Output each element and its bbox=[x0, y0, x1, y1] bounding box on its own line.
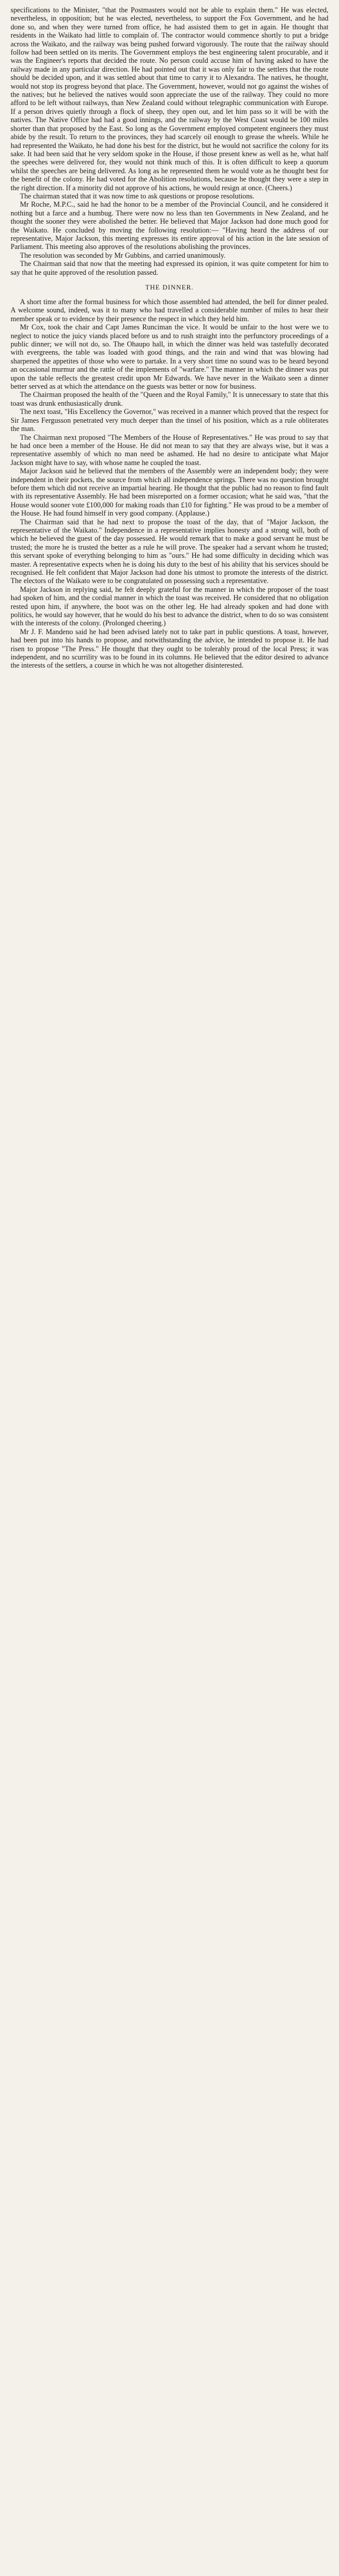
paragraph-jackson-reply: Major Jackson in replying said, he felt deeply grateful for the manner in which the proposer of the toast had spoken of him, and the cordial manner in which the toast was received. He considered that no obligation rested upon him, if anywhere, the boot was on the other leg. He had already spoken and had done with politics, he would say however, that he would do his best to advance the district, when to do so was consistent with the interests of the colony. (Prolonged cheering.) bbox=[11, 585, 328, 628]
paragraph-dinner-bell: A short time after the formal business for which those assembled had attended, the bell for dinner pealed. A welcome sound, indeed, was it to many who had travelled a considerable number of miles to hear their member speak or to evidence by their presence the respect in which they held him. bbox=[11, 298, 328, 323]
paragraph-speech: specifications to the Minister, "that the Postmasters would not be able to explain them." He was elected, nevertheless, in opposition; but he was elected, nevertheless, to support the Fox Government, and he had done so, and when they were turned from office, he had assisted them to get in again. He thought that residents in the Waikato had little to complain of. The contractor would commence shortly to put a bridge across the Waikato, and the railway was being pushed forward vigorously. The route that the railway should follow had been settled on its merits. The Government employs the best engineering talent procurable, and it was the Engineer's reports that decided the route. No person could accuse him of having asked to have the railway made in any particular direction. He had pointed out that it was only fair to the settlers that the route should be decided upon, and it was settled about that time to carry it to Alexandra. The natives, he thought, would not stop its progress beyond that place. The Government, however, would not go against the wishes of the natives; but he believed the natives would soon appreciate the use of the railway. They could no more afford to be left without railways, than New Zealand could without telegraphic communication with Europe. If a person drives quietly through a flock of sheep, they open out, and let him pass so it will be with the natives. The Native Office had had a good innings, and the railway by the West Coast would be 100 miles shorter than that proposed by the East. So long as the Government employed competent engineers they must abide by the result. To return to the provinces, they had scarcely oil enough to grease the wheels. While he had represented the Waikato, he had done his best for the district, but he would not sacrifice the colony for its sake. It had been said that he very seldom spoke in the House, if those present knew as well as he, what half the speeches were delivered for, they would not think much of this. It is often difficult to keep a quorum whilst the speeches are being delivered. As long as he represented them he would vote as he thought best for the benefit of the colony. He had voted for the Abolition resolutions, because he thought they were a step in the right direction. If a minority did not approve of his actions, he would resign at once. (Cheers.) bbox=[11, 6, 328, 192]
paragraph-dinner-description: Mr Cox, took the chair and Capt James Runciman the vice. It would be unfair to the host were we to neglect to notice the juicy viands placed before us and to rush straight into the perfunctory proceedings of a public dinner; we will not do, so. The Ohaupo hall, in which the dinner was held was tastefully decorated with evergreens, the table was loaded with good things, and the rain and wind that was blowing had sharpened the appetites of those who were to partake. In a very short time no sound was to be heard beyond an occasional murmur and the rattle of the implements of "warfare." The manner in which the dinner was put upon the table reflects the greatest credit upon Mr Edwards. We have never in the Waikato seen a dinner better served as at which the attendance on the guests was better or now for business. bbox=[11, 323, 328, 391]
paragraph-roche-resolution: Mr Roche, M.P.C., said he had the honor to be a member of the Provincial Council, and he considered it nothing but a farce and a humbug. There were now no less than ten Governments in New Zealand, and he thought the sooner they were abolished the better. He believed that Major Jackson had done much good for the Waikato. He concluded by moving the following resolution:— "Having heard the address of our representative, Major Jackson, this meeting expresses its entire approval of his action in the late session of Parliament. This meeting also approves of the resolutions abolishing the provinces. bbox=[11, 200, 328, 251]
paragraph-toast-house: The Chairman next proposed "The Members of the House of Representatives." He was proud to say that he had once been a member of the House. He did not mean to say that they are always wise, but it was a representative assembly of which no man need be ashamed. He had no desire to anticipate what Major Jackson might have to say, with whose name he coupled the toast. bbox=[11, 433, 328, 467]
paragraph-resolution-seconded: The resolution was seconded by Mr Gubbins, and carried unanimously. bbox=[20, 251, 226, 260]
paragraph-toast-queen: The Chairman proposed the health of the "Queen and the Royal Family," It is unnecessary to state that this toast was drunk enthusiastically drunk. bbox=[11, 390, 328, 408]
paragraph-toast-jackson: The Chairman said that he had next to propose the toast of the day, that of "Major Jackson, the representative of the Waikato." Independence in a representative implies honesty and a strong will, both of which he believed the guest of the day possessed. He would remark that to make a good servant he must be trusted; the more he is trusted the better as a rule he will prove. The speaker had a servant whom he trusted; this servant spoke of everything belonging to him as "ours." He had some difficulty in deciding which was master. A representative expects when he is doing his duty to the best of his ability that his services should be recognised. He felt confident that Major Jackson had done his utmost to promote the interests of the district. The electors of the Waikato were to be congratulated on possessing such a representative. bbox=[11, 517, 328, 585]
paragraph-chairman-approval: The Chairman said that now that the meeting had expressed its opinion, it was quite competent for him to say that he quite approved of the resolution passed. bbox=[11, 260, 328, 277]
paragraph-toast-governor: The next toast, "His Excellency the Governor," was received in a manner which proved that the respect for Sir James Fergusson penetrated very much deeper than the tinsel of his position, which as a rule obliterates the man. bbox=[11, 408, 328, 433]
paragraph-chairman-questions: The chairman stated that it was now time to ask questions or propose resolutions. bbox=[20, 191, 255, 200]
paragraph-jackson-reply-house: Major Jackson said he believed that the members of the Assembly were an independent body; they were independent in their pockets, the source from which all independence springs. There was no question brought before them which did not receive an impartial hearing. He thought that the public had no reason to find fault with its representative Assembly. He had been misreported on a former occasion; what he said was, "that the House would sooner vote £100,000 for making roads than £10 for fighting." He was proud to be a member of the House. He had found himself in very good company. (Applause.) bbox=[11, 467, 328, 518]
paragraph-toast-press: Mr J. F. Mandeno said he had been advised lately not to take part in public questions. A toast, however, had been put into his hands to propose, and notwithstanding the advice, he intended to propose it. He had risen to propose "The Press." He thought that they ought to be tolerably proud of the local Press; it was independent, and no scurrility was to be found in its columns. He believed that the editor desired to advance the interests of the settlers, a course in which he was not altogether disinterested. bbox=[11, 627, 328, 670]
section-heading: THE DINNER. bbox=[145, 284, 194, 291]
article-body bbox=[11, 6, 328, 670]
